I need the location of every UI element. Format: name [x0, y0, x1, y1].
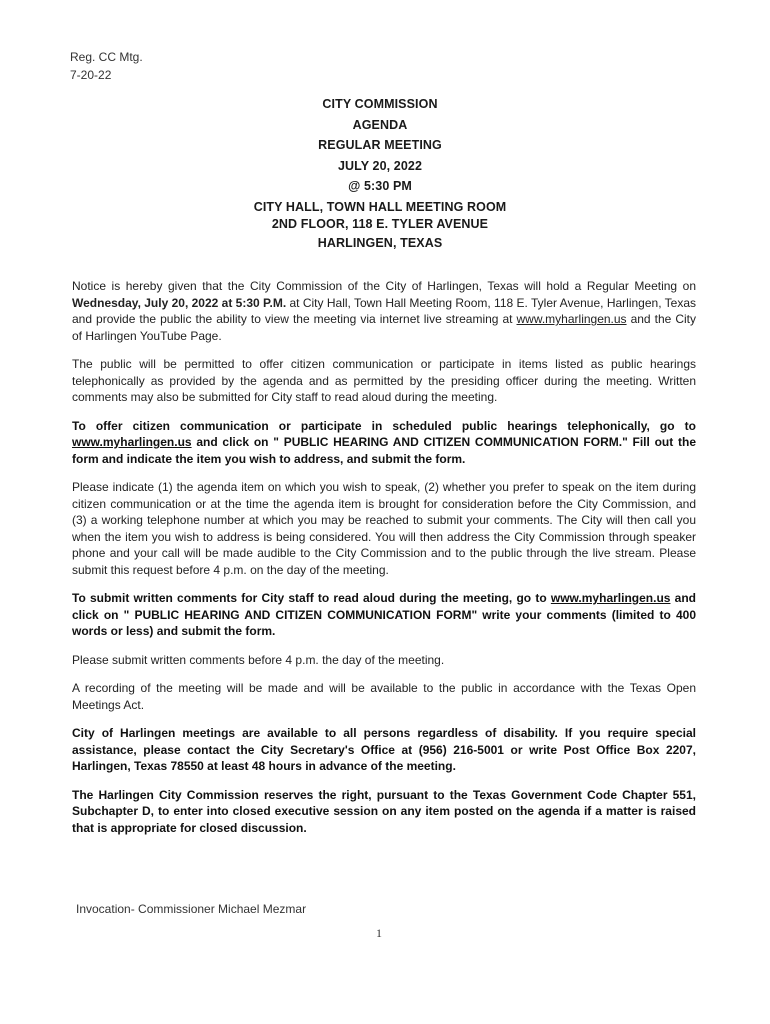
header-location: CITY HALL, TOWN HALL MEETING ROOM — [253, 199, 507, 214]
header-title: CITY COMMISSION — [322, 97, 438, 111]
header-city: HARLINGEN, TEXAS — [317, 235, 443, 250]
telephonic-text-b: and click on " PUBLIC HEARING AND CITIZEN COMMUNICATION FORM." Fill out the form and indicate the item you wish to address, and submit the form. — [72, 435, 696, 466]
stamp-line-1: Reg. CC Mtg. — [70, 50, 143, 64]
header-date: JULY 20, 2022 — [337, 158, 422, 173]
agenda-header — [0, 94, 760, 253]
telephonic-instructions-paragraph — [72, 418, 696, 468]
header-meeting-type: REGULAR MEETING — [318, 138, 442, 152]
notice-paragraph — [72, 278, 696, 344]
website-link[interactable]: www.myharlingen.us — [550, 591, 671, 605]
invocation-line: Invocation- Commissioner Michael Mezmar — [76, 902, 307, 916]
website-link[interactable]: www.myharlingen.us — [72, 435, 192, 449]
written-comments-instructions-paragraph — [72, 590, 696, 640]
handwritten-stamp — [70, 48, 143, 84]
website-link[interactable]: www.myharlingen.us — [516, 312, 627, 326]
telephonic-text-a: To offer citizen communication or participate in scheduled public hearings telephonically, go to — [72, 418, 696, 433]
accessibility-paragraph: City of Harlingen meetings are available to all persons regardless of disability. If you require special assistance, please contact the City Secretary's Office at (956) 216-5001 or write Post Office Box 2207, Harlingen, Texas 78550 at least 48 hours in advance of the meeting. — [72, 726, 696, 773]
public-participation-paragraph: The public will be permitted to offer citizen communication or participate in items listed as public hearings telephonically as provided by the agenda and as permitted by the presiding officer during the meeting. Written comments may also be submitted for City staff to read aloud during the meeting. — [72, 357, 696, 404]
header-address: 2ND FLOOR, 118 E. TYLER AVENUE — [271, 217, 489, 231]
notice-text-a: Notice is hereby given that the City Commission of the City of Harlingen, Texas will hold a Regular Meeting on — [72, 279, 696, 293]
written-text-b: and click on " PUBLIC HEARING AND CITIZEN COMMUNICATION FORM" write your comments (limited to 400 words or less) and submit the form. — [72, 591, 696, 638]
header-time: @ 5:30 PM — [348, 179, 412, 193]
notice-date-bold: Wednesday, July 20, 2022 at 5:30 P.M. — [72, 295, 287, 310]
speaking-details-paragraph: Please indicate (1) the agenda item on which you wish to speak, (2) whether you prefer to speak on the item during citizen communication or at the time the agenda item is brought for consideration before the City Commission, and (3) a working telephone number at which you may be reached to submit your comments. The City will then call you when the item you wish to address is being considered. You will then address the City Commission through speaker phone and your call will be made audible to the City Commission and to the public through the live stream. Please submit this request before 4 p.m. on the day of the meeting. — [72, 480, 696, 577]
recording-paragraph: A recording of the meeting will be made and will be available to the public in accordance with the Texas Open Meetings Act. — [72, 681, 696, 712]
stamp-line-2: 7-20-22 — [70, 68, 112, 82]
notice-text-c: at City Hall, Town Hall Meeting Room, 118 E. Tyler Avenue, Harlingen, Texas and provide the public the ability to view the meeting via internet live streaming at — [72, 295, 696, 326]
page-number: 1 — [376, 926, 382, 940]
notice-text-d: and the City of Harlingen YouTube Page. — [72, 312, 696, 343]
agenda-body — [72, 278, 696, 848]
written-deadline-paragraph: Please submit written comments before 4 p.m. the day of the meeting. — [72, 652, 445, 667]
header-agenda: AGENDA — [352, 117, 408, 132]
executive-session-paragraph: The Harlingen City Commission reserves the right, pursuant to the Texas Government Code Chapter 551, Subchapter D, to enter into closed executive session on any item posted on the agenda if a matter is raised that is appropriate for closed discussion. — [72, 787, 696, 835]
written-text-a: To submit written comments for City staff to read aloud during the meeting, go to — [72, 591, 551, 605]
